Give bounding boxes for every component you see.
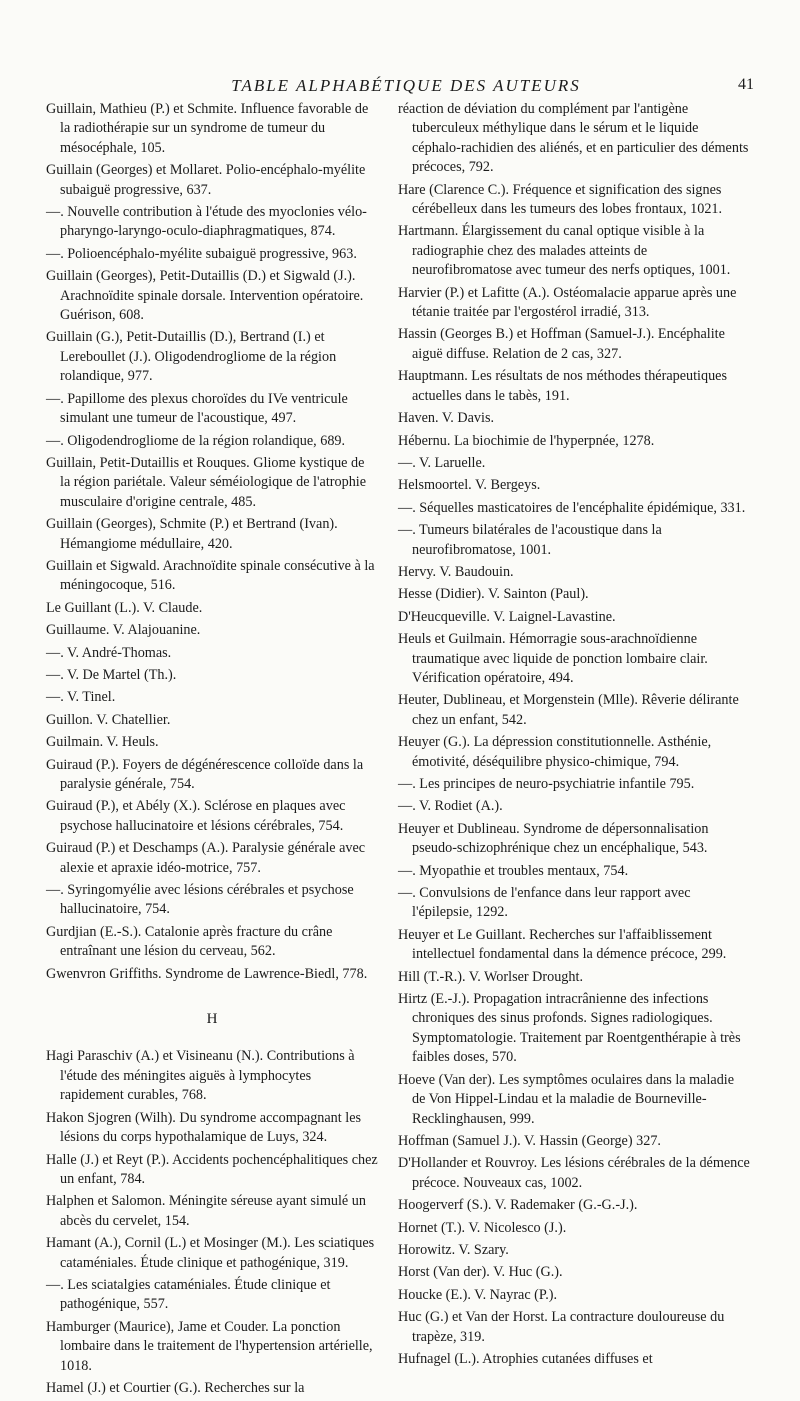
- index-entry: Guillain, Petit-Dutaillis et Rouques. Gliome kystique de la région pariétale. Valeur séméiologique de l'atrophie musculaire d'origine centrale, 485.: [46, 454, 367, 510]
- index-entry: Guillain (Georges), Schmite (P.) et Bertrand (Ivan). Hémangiome médullaire, 420.: [46, 516, 338, 552]
- index-entry: Hufnagel (L.). Atrophies cutanées diffuses et: [398, 1350, 653, 1367]
- index-entry: Hakon Sjogren (Wilh). Du syndrome accompagnant les lésions du corps hypothalamique de Luys, 324.: [46, 1109, 362, 1146]
- index-entry: Heuyer (G.). La dépression constitutionnelle. Asthénie, émotivité, déséquilibre physico-chimique, 794.: [398, 734, 712, 770]
- index-entry: Hesse (Didier). V. Sainton (Paul).: [398, 586, 589, 603]
- index-entry: Haven. V. Davis.: [398, 410, 495, 427]
- index-entry: Hirtz (E.-J.). Propagation intracrânienne des infections chroniques des sinus profonds. Signes radiologiques. Symptomatologie. Traitement par Roentgenthérapie à très faibles doses, 570.: [398, 991, 741, 1066]
- index-entry: Gurdjian (E.-S.). Catalonie après fracture du crâne entraînant une lésion du cerveau, 562.: [46, 923, 333, 960]
- index-entry: Hare (Clarence C.). Fréquence et signification des signes cérébelleux dans les tumeurs des lobes frontaux, 1021.: [398, 181, 723, 218]
- index-entry: D'Heucqueville. V. Laignel-Lavastine.: [398, 608, 616, 625]
- index-entry: —. Nouvelle contribution à l'étude des myoclonies vélo-pharyngo-laryngo-oculo-diaphragmatiques, 874.: [46, 204, 367, 240]
- index-entry: Hoffman (Samuel J.). V. Hassin (George) 327.: [398, 1132, 661, 1149]
- section-letter-h: H: [206, 1011, 218, 1028]
- index-entry: Horst (Van der). V. Huc (G.).: [398, 1264, 563, 1281]
- index-entry: Guiraud (P.), et Abély (X.). Sclérose en plaques avec psychose hallucinatoire et lésions cérébrales, 754.: [46, 798, 346, 834]
- index-entry: Heuyer et Le Guillant. Recherches sur l'affaiblissement intellectuel fondamental dans la démence précoce, 299.: [398, 926, 727, 963]
- index-entry: Le Guillant (L.). V. Claude.: [46, 599, 203, 616]
- left-column: [46, 100, 378, 1401]
- index-entry: —. V. Laruelle.: [398, 454, 486, 471]
- index-entry: —. Convulsions de l'enfance dans leur rapport avec l'épilepsie, 1292.: [398, 885, 691, 921]
- index-entry: Guillon. V. Chatellier.: [46, 711, 171, 728]
- index-entry: Harvier (P.) et Lafitte (A.). Ostéomalacie apparue après une tétanie traitée par l'ergostérol irradié, 313.: [398, 284, 737, 321]
- index-entry: Hagi Paraschiv (A.) et Visineanu (N.). Contributions à l'étude des méningites aiguës à lymphocytes rapidement curables, 768.: [46, 1048, 355, 1104]
- index-entry: Hartmann. Élargissement du canal optique visible à la radiographie chez des malades atteints de neurofibromatose avec tumeur des nerfs optiques, 1001.: [398, 223, 731, 279]
- index-entry: Hill (T.-R.). V. Worlser Drought.: [398, 968, 583, 985]
- index-entry: Houcke (E.). V. Nayrac (P.).: [398, 1286, 558, 1303]
- index-entry: Guiraud (P.) et Deschamps (A.). Paralysie générale avec alexie et apraxie idéo-motrice, 757.: [46, 840, 366, 876]
- index-entry: —. Syringomyélie avec lésions cérébrales et psychose hallucinatoire, 754.: [46, 882, 354, 918]
- index-entry: —. Oligodendrogliome de la région rolandique, 689.: [46, 432, 346, 449]
- index-entry: Hassin (Georges B.) et Hoffman (Samuel-J.). Encéphalite aiguë diffuse. Relation de 2 cas, 327.: [398, 326, 725, 362]
- index-entry: Huc (G.) et Van der Horst. La contracture douloureuse du trapèze, 319.: [398, 1309, 725, 1345]
- index-entry: Hamel (J.) et Courtier (G.). Recherches sur la: [46, 1379, 305, 1396]
- index-entry: Heuter, Dublineau, et Morgenstein (Mlle). Rêverie délirante chez un enfant, 542.: [398, 692, 739, 728]
- index-entry: Guilmain. V. Heuls.: [46, 734, 159, 751]
- index-entry: —. Les sciatalgies cataméniales. Étude clinique et pathogénique, 557.: [46, 1276, 331, 1313]
- index-entry: Hoeve (Van der). Les symptômes oculaires dans la maladie de Von Hippel-Lindau et la maladie de Bourneville-Recklinghausen, 999.: [398, 1071, 735, 1127]
- index-entry: —. V. André-Thomas.: [46, 644, 172, 661]
- page-number: 41: [738, 76, 754, 93]
- index-entry: Guiraud (P.). Foyers de dégénérescence colloïde dans la paralysie générale, 754.: [46, 756, 364, 792]
- index-entry: —. V. Tinel.: [46, 689, 116, 706]
- index-entry: —. Myopathie et troubles mentaux, 754.: [398, 862, 629, 879]
- index-entry: Hervy. V. Baudouin.: [398, 563, 514, 580]
- index-entry: Halphen et Salomon. Méningite séreuse ayant simulé un abcès du cervelet, 154.: [46, 1193, 366, 1229]
- index-entry: —. V. De Martel (Th.).: [46, 666, 177, 683]
- index-entry: réaction de déviation du complément par l'antigène tuberculeux méthylique dans le sérum et le liquide céphalo-rachidien des aliénés, et en particulier des déments précoces, 792.: [398, 101, 749, 176]
- index-entry: Guillain (Georges), Petit-Dutaillis (D.) et Sigwald (J.). Arachnoïdite spinale dorsale. Intervention opératoire. Guérison, 608.: [46, 268, 364, 324]
- index-entry: —. Tumeurs bilatérales de l'acoustique dans la neurofibromatose, 1001.: [398, 522, 662, 558]
- index-entry: Hamant (A.), Cornil (L.) et Mosinger (M.). Les sciatiques cataméniales. Étude clinique et pathogénique, 319.: [46, 1235, 375, 1271]
- index-entry: —. V. Rodiet (A.).: [398, 798, 503, 815]
- index-entry: Guillain (G.), Petit-Dutaillis (D.), Bertrand (I.) et Lereboullet (J.). Oligodendrogliome de la région rolandique, 977.: [46, 329, 337, 385]
- index-entry: Gwenvron Griffiths. Syndrome de Lawrence-Biedl, 778.: [46, 965, 368, 982]
- right-column: [398, 100, 750, 1372]
- index-entry: Guillain, Mathieu (P.) et Schmite. Influence favorable de la radiothérapie sur un syndrome de tumeur du mésocéphale, 105.: [46, 101, 369, 156]
- index-entry: Heuyer et Dublineau. Syndrome de dépersonnalisation pseudo-schizophrénique chez un encéphalique, 543.: [398, 820, 709, 857]
- page-header: [52, 70, 760, 100]
- index-entry: Halle (J.) et Reyt (P.). Accidents pochencéphalitiques chez un enfant, 784.: [46, 1151, 378, 1187]
- index-entry: —. Les principes de neuro-psychiatrie infantile 795.: [398, 776, 695, 792]
- index-entry: Hébernu. La biochimie de l'hyperpnée, 1278.: [398, 432, 655, 449]
- index-entry: Guillain et Sigwald. Arachnoïdite spinale consécutive à la méningocoque, 516.: [46, 557, 375, 594]
- index-entry: Hauptmann. Les résultats de nos méthodes thérapeutiques actuelles dans le tabès, 191.: [398, 368, 727, 404]
- index-entry: D'Hollander et Rouvroy. Les lésions cérébrales de la démence précoce. Nouveaux cas, 1002.: [398, 1155, 750, 1191]
- index-entry: —. Polioencéphalo-myélite subaiguë progressive, 963.: [46, 245, 357, 262]
- index-entry: —. Séquelles masticatoires de l'encéphalite épidémique, 331.: [398, 499, 746, 516]
- index-entry: —. Papillome des plexus choroïdes du IVe ventricule simulant une tumeur de l'acoustique, 497.: [46, 390, 348, 427]
- index-entry: Horowitz. V. Szary.: [398, 1241, 509, 1258]
- index-entry: Hamburger (Maurice), Jame et Couder. La ponction lombaire dans le traitement de l'hypertension artérielle, 1018.: [46, 1318, 373, 1374]
- index-entry: Guillain (Georges) et Mollaret. Polio-encéphalo-myélite subaiguë progressive, 637.: [46, 162, 366, 198]
- index-entry: Hoogerverf (S.). V. Rademaker (G.-G.-J.).: [398, 1197, 638, 1214]
- index-entry: Helsmoortel. V. Bergeys.: [398, 477, 541, 494]
- index-entry: Heuls et Guilmain. Hémorragie sous-arachnoïdienne traumatique avec liquide de ponction lombaire clair. Vérification opératoire, 494.: [398, 631, 708, 686]
- running-title: TABLE ALPHABÉTIQUE DES AUTEURS: [231, 76, 581, 95]
- index-entry: Hornet (T.). V. Nicolesco (J.).: [398, 1219, 567, 1236]
- index-entry: Guillaume. V. Alajouanine.: [46, 622, 201, 639]
